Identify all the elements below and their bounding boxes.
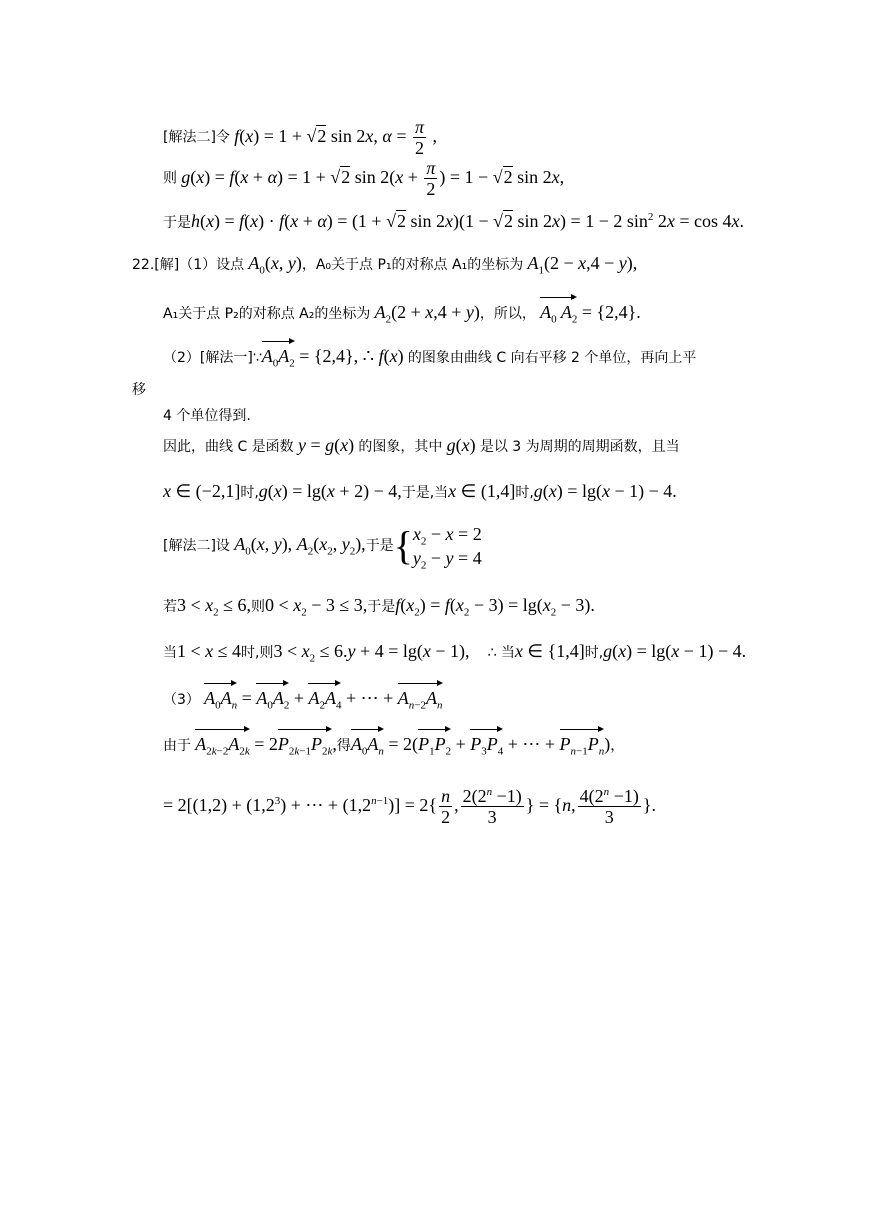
text-suoyi: ，所以， — [479, 306, 536, 322]
text-jiefa-yi: （2）[解法一]∵ — [163, 350, 262, 366]
formula-vec-sum: $A_0A_n = A_0A_2 + A_2A_4$ + ⋯ + $A_{n-2}A_n$ — [204, 688, 443, 712]
formula-gx: g(x) — [446, 435, 476, 455]
formula-interval-2: x ∈ (1,4] — [448, 481, 516, 501]
formula-g-lg-1: g(x) = lg(x + 2) − 4, — [258, 481, 402, 501]
text-ruo: 若 — [163, 599, 177, 615]
problem-number: 22. — [132, 257, 155, 273]
formula-vec-A0A2: $A_0$ $A_2 = \{2,4\}$. — [540, 302, 641, 326]
line-4 — [132, 252, 637, 276]
text-comma: ， — [610, 738, 625, 754]
text-youyu: 由于 — [163, 738, 191, 754]
formula-interval-3: x ∈ {1,4] — [514, 641, 585, 661]
formula-A0: $A_0(x$, y) — [248, 253, 302, 277]
formula-cond-1: $3 < x_2 \le 6$, — [177, 595, 252, 619]
line-12 — [163, 594, 595, 618]
formula-g-def: g(x) = f(x + α) = 1 + √2 sin 2(x + $\frac{\pi}{2}$ ) = 1 − √2 sin 2x, — [181, 158, 565, 199]
text-A1-coord: ，A₀关于点 P₁的对称点 A₁的坐标为 — [301, 257, 524, 273]
text-ze: 则 — [163, 170, 177, 187]
brace: { — [393, 523, 413, 568]
line-10 — [163, 480, 677, 504]
formula-vec-A0An: $A_0A_n = 2(P_1P_2 + P_3P_4$ + ⋯ + $P_{n-1}P_n$) — [350, 734, 611, 758]
formula-y-gx: y = g(x) — [297, 435, 355, 455]
line-7 — [132, 378, 146, 401]
formula-A2: $A_2(2 + x,4 + y)$ — [374, 302, 480, 326]
formula-h-def: h(x) = f(x) · f(x + α) = (1 + √2 sin 2x)(1 − √2 sin 2x) = 1 − 2 $\sin^2 2x = \cos 4x$. — [191, 211, 745, 231]
text-shi-1: 时, — [240, 485, 259, 501]
text-yushi: 于是 — [163, 215, 191, 231]
text-translate: 的图象由曲线 C 向右平移 2 个单位，再向上平 — [407, 350, 697, 366]
text-de: 得 — [336, 738, 351, 754]
formula-g-lg-2: g(x) = lg(x − 1) − 4. — [533, 481, 677, 501]
text-yushi-dang: 于是,当 — [401, 485, 449, 501]
line-1 — [163, 117, 437, 158]
line-16 — [163, 786, 656, 827]
text-shi-2: 时, — [515, 485, 534, 501]
text-ze-2: 则 — [251, 599, 266, 615]
line-14 — [163, 687, 443, 711]
text-yushi-2: 于是 — [365, 537, 394, 554]
text-curve-c: 因此，曲线 C 是函数 — [163, 439, 294, 455]
formula-vec-A0A2-b: $A_0A_2 = \{2,4\}$, ∴ f(x) — [261, 346, 404, 370]
line-13 — [163, 640, 746, 664]
text-shi-3: 时, — [584, 645, 604, 661]
line-11 — [163, 522, 482, 570]
formula-vec-2P: $A_{2k-2}A_{2k} = 2P_{2k-1}P_{2k}$, — [195, 734, 337, 758]
text-yi: 移 — [132, 382, 146, 398]
text-jiefa-er-ling: [解法二]令 — [163, 129, 230, 146]
text-part-3: （3） — [163, 692, 200, 708]
line-2 — [163, 158, 564, 199]
formula-A0-A2: $A_0(x$, y), $A_2(x_2$, $y_2$), — [234, 533, 366, 558]
text-A2-coord: A₁关于点 P₂的对称点 A₂的坐标为 — [163, 306, 371, 322]
equation-system: $x_2 - x = 2$ $y_2 - y = 4$ — [412, 524, 482, 572]
formula-A1: $A_1(2 - x,4 - y)$, — [527, 253, 638, 277]
text-jie-1: [解]（1）设点 — [154, 257, 245, 273]
formula-cond-2: $0 < x_2 - 3 \le 3$, — [265, 595, 368, 619]
text-shi-ze: 时,则 — [241, 645, 274, 661]
formula-final: = $2[(1,2) + (1,2^3)$ + ⋯ + $(1,2^{n-1})] = 2${ $\frac{n}{2}$ , $\frac{2(2^n -1)}{3}$ } = {n, $\frac{4(2^n -1)}{3}$ }. — [163, 786, 656, 827]
text-jiefa-er-she: [解法二]设 — [163, 537, 230, 554]
line-15 — [163, 733, 624, 757]
line-9 — [163, 434, 680, 458]
line-5 — [163, 301, 641, 325]
formula-cond-3: 1 < x ≤ 4 — [177, 641, 242, 661]
line-8 — [163, 404, 251, 427]
formula-f-def: f(x) = 1 + √2 sin 2x, α = $\frac{\pi}{2}$ , — [234, 117, 438, 158]
text-4-units: 4 个单位得到. — [163, 408, 251, 424]
formula-g-lg-3: g(x) = lg(x − 1) − 4. — [603, 641, 747, 661]
formula-interval-1: x ∈ (−2,1] — [163, 481, 241, 501]
text-yushi-3: 于是 — [367, 599, 396, 615]
line-3 — [163, 210, 744, 234]
formula-f-x2: $f(x_2) = f(x_2 - 3) = \lg(x_2 - 3)$. — [395, 595, 595, 619]
text-image-where: 的图象，其中 — [358, 439, 443, 455]
text-dang: 当 — [163, 645, 177, 661]
text-therefore-dang: ∴ 当 — [487, 645, 515, 661]
formula-cond-4: $3 < x_2 \le 6.y + 4 = \lg(x - 1)$, — [273, 641, 488, 665]
text-period: 是以 3 为周期的周期函数，且当 — [479, 439, 680, 455]
line-6 — [163, 345, 696, 369]
